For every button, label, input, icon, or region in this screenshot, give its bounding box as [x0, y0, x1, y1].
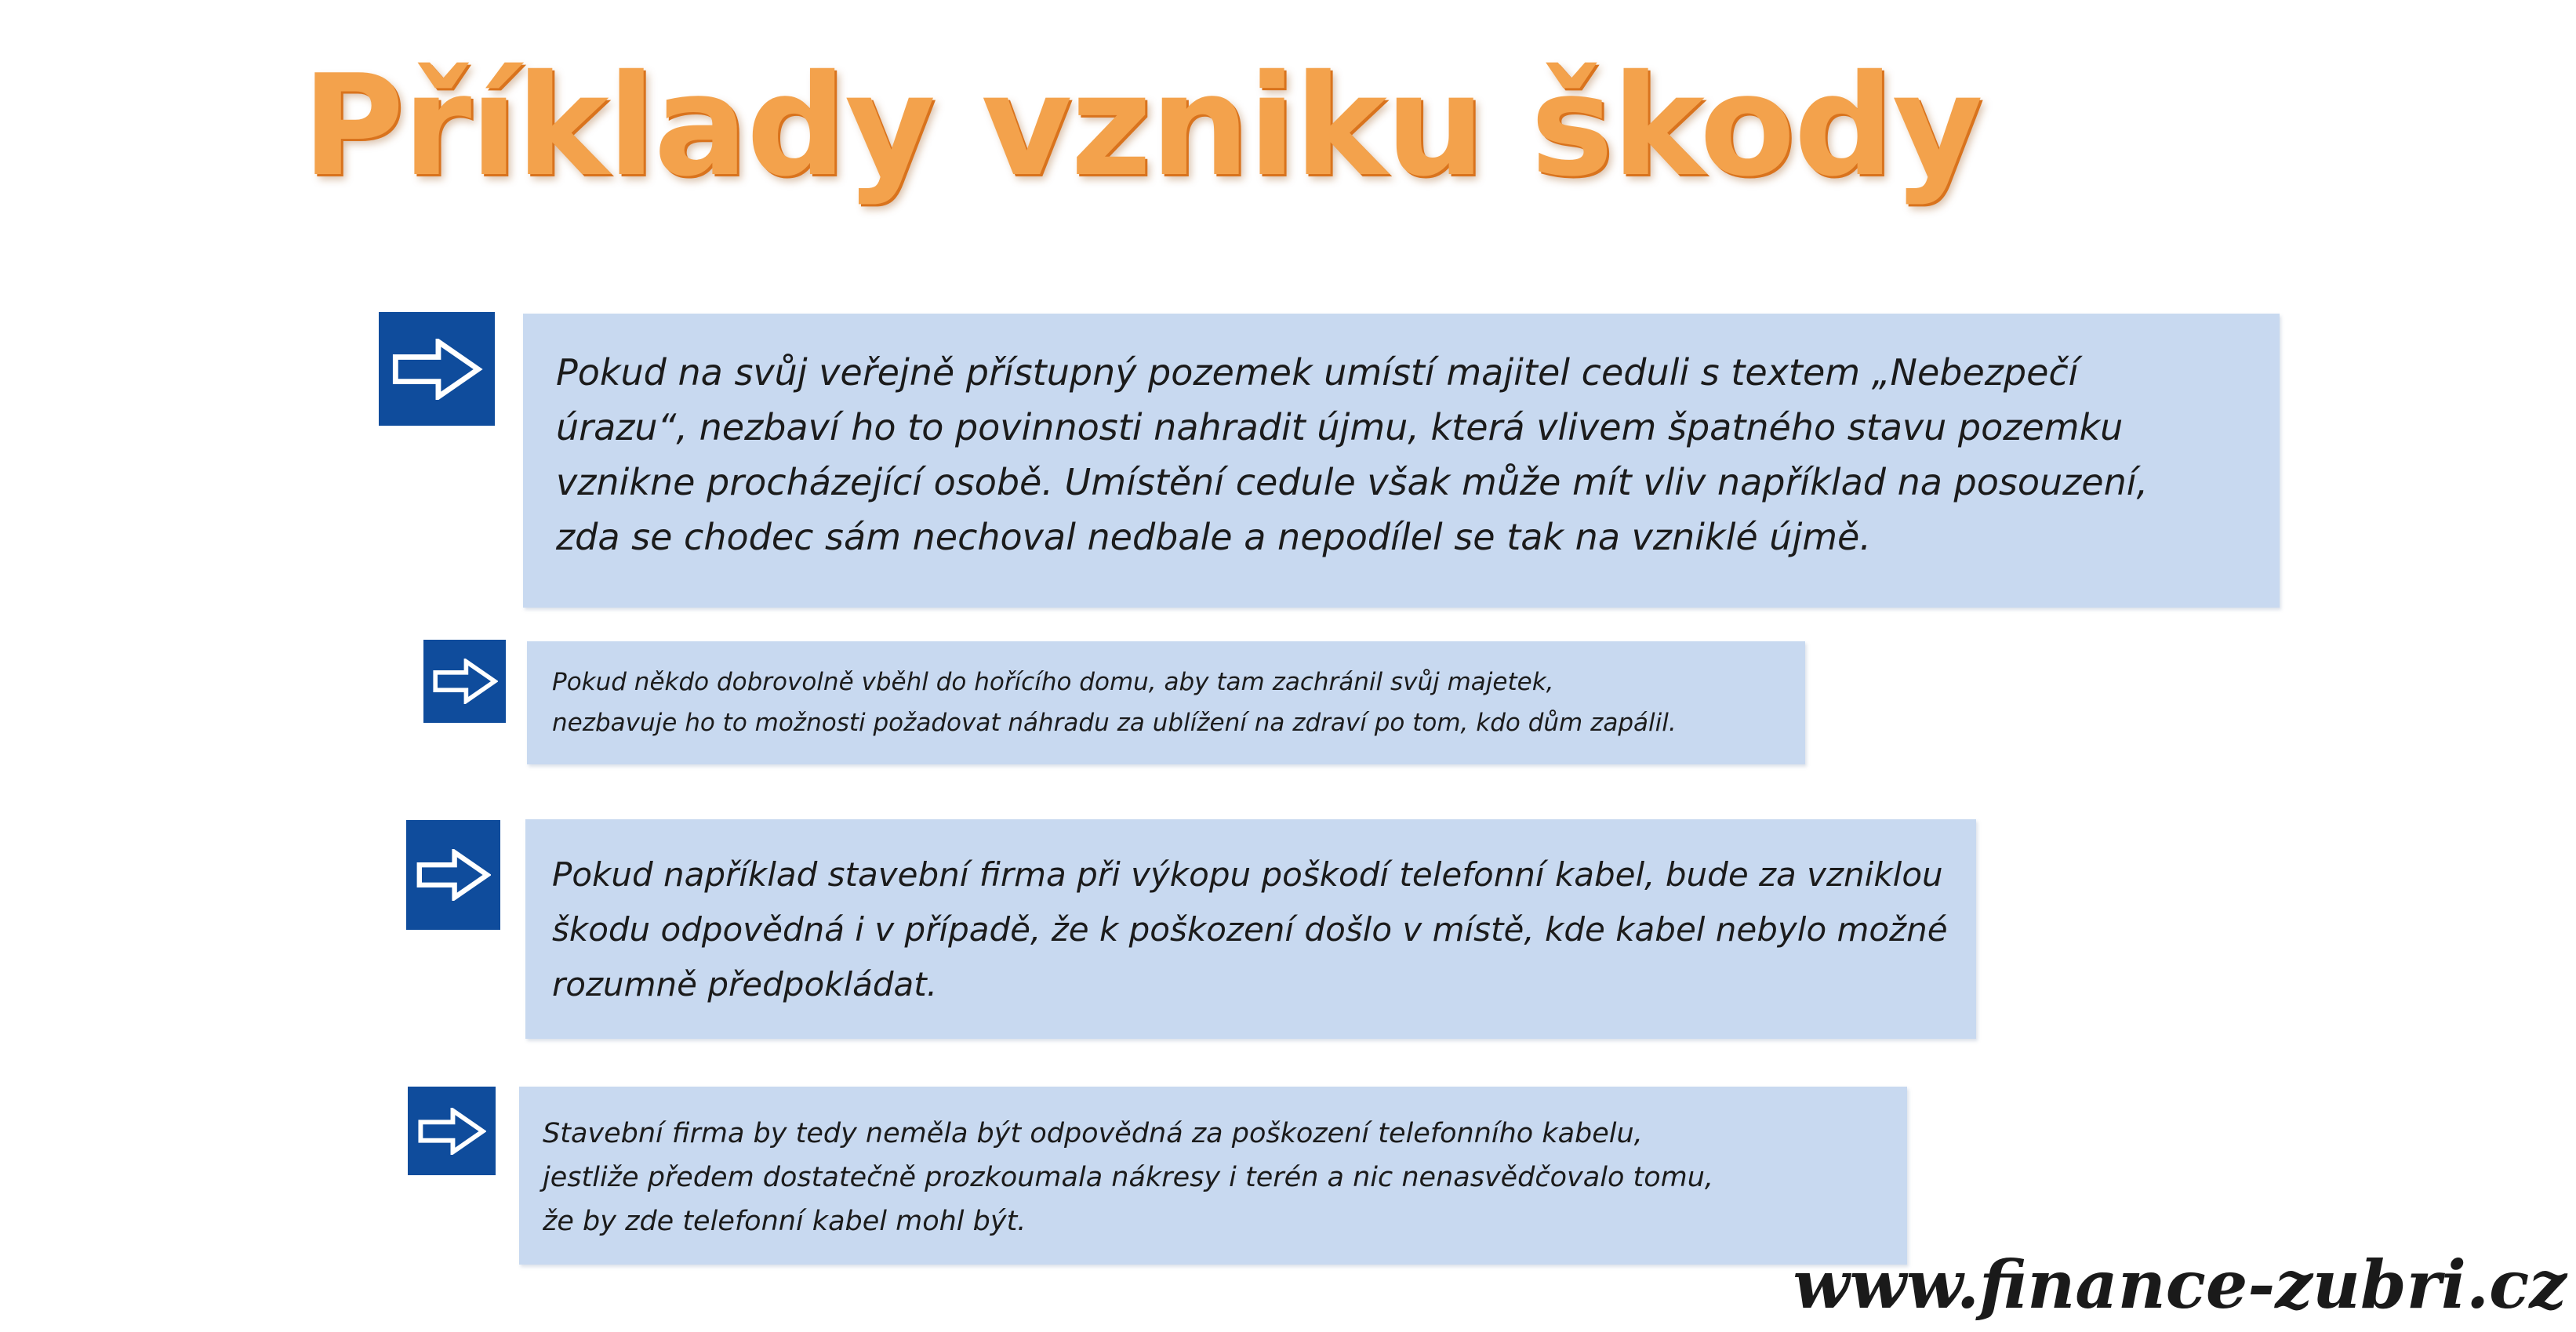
example-box-2 — [527, 641, 1805, 764]
example-3-line: rozumně předpokládat. — [552, 965, 938, 1004]
example-4-line: jestliže předem dostatečně prozkoumala nákresy i terén a nic nenasvědčovalo tomu, — [543, 1162, 1714, 1193]
example-4-line: Stavební firma by tedy neměla být odpovědná za poškození telefonního kabelu, — [543, 1118, 1643, 1149]
example-1-line: Pokud na svůj veřejně přístupný pozemek umístí majitel ceduli s textem „Nebezpečí — [556, 351, 2079, 394]
example-1-line: zda se chodec sám nechoval nedbale a nepodílel se tak na vzniklé újmě. — [556, 516, 1871, 558]
example-2-line: Pokud někdo dobrovolně vběhl do hořícího domu, aby tam zachránil svůj majetek, — [552, 668, 1554, 696]
example-3-line: Pokud například stavební firma při výkopu poškodí telefonní kabel, bude za vzniklou — [552, 855, 1943, 894]
website-watermark: www.finance-zubri.cz — [1793, 1246, 2567, 1323]
right-arrow-icon — [406, 820, 500, 930]
example-box-3 — [525, 819, 1976, 1039]
page-title: Příklady vzniku škody — [302, 45, 1982, 207]
right-arrow-icon — [423, 640, 506, 723]
example-1-line: vznikne procházející osobě. Umístění cedule však může mít vliv například na posouzení, — [556, 461, 2149, 503]
example-4-line: že by zde telefonní kabel mohl být. — [543, 1206, 1026, 1237]
right-arrow-icon — [408, 1087, 496, 1175]
example-3-line: škodu odpovědná i v případě, že k poškození došlo v místě, kde kabel nebylo možné — [552, 910, 1948, 949]
example-box-1 — [523, 314, 2280, 608]
example-2-line: nezbavuje ho to možnosti požadovat náhradu za ublížení na zdraví po tom, kdo dům zapálil. — [552, 709, 1677, 737]
example-box-4 — [519, 1087, 1907, 1265]
example-1-line: úrazu“, nezbaví ho to povinnosti nahradit újmu, která vlivem špatného stavu pozemku — [556, 406, 2124, 448]
right-arrow-icon — [379, 312, 495, 426]
